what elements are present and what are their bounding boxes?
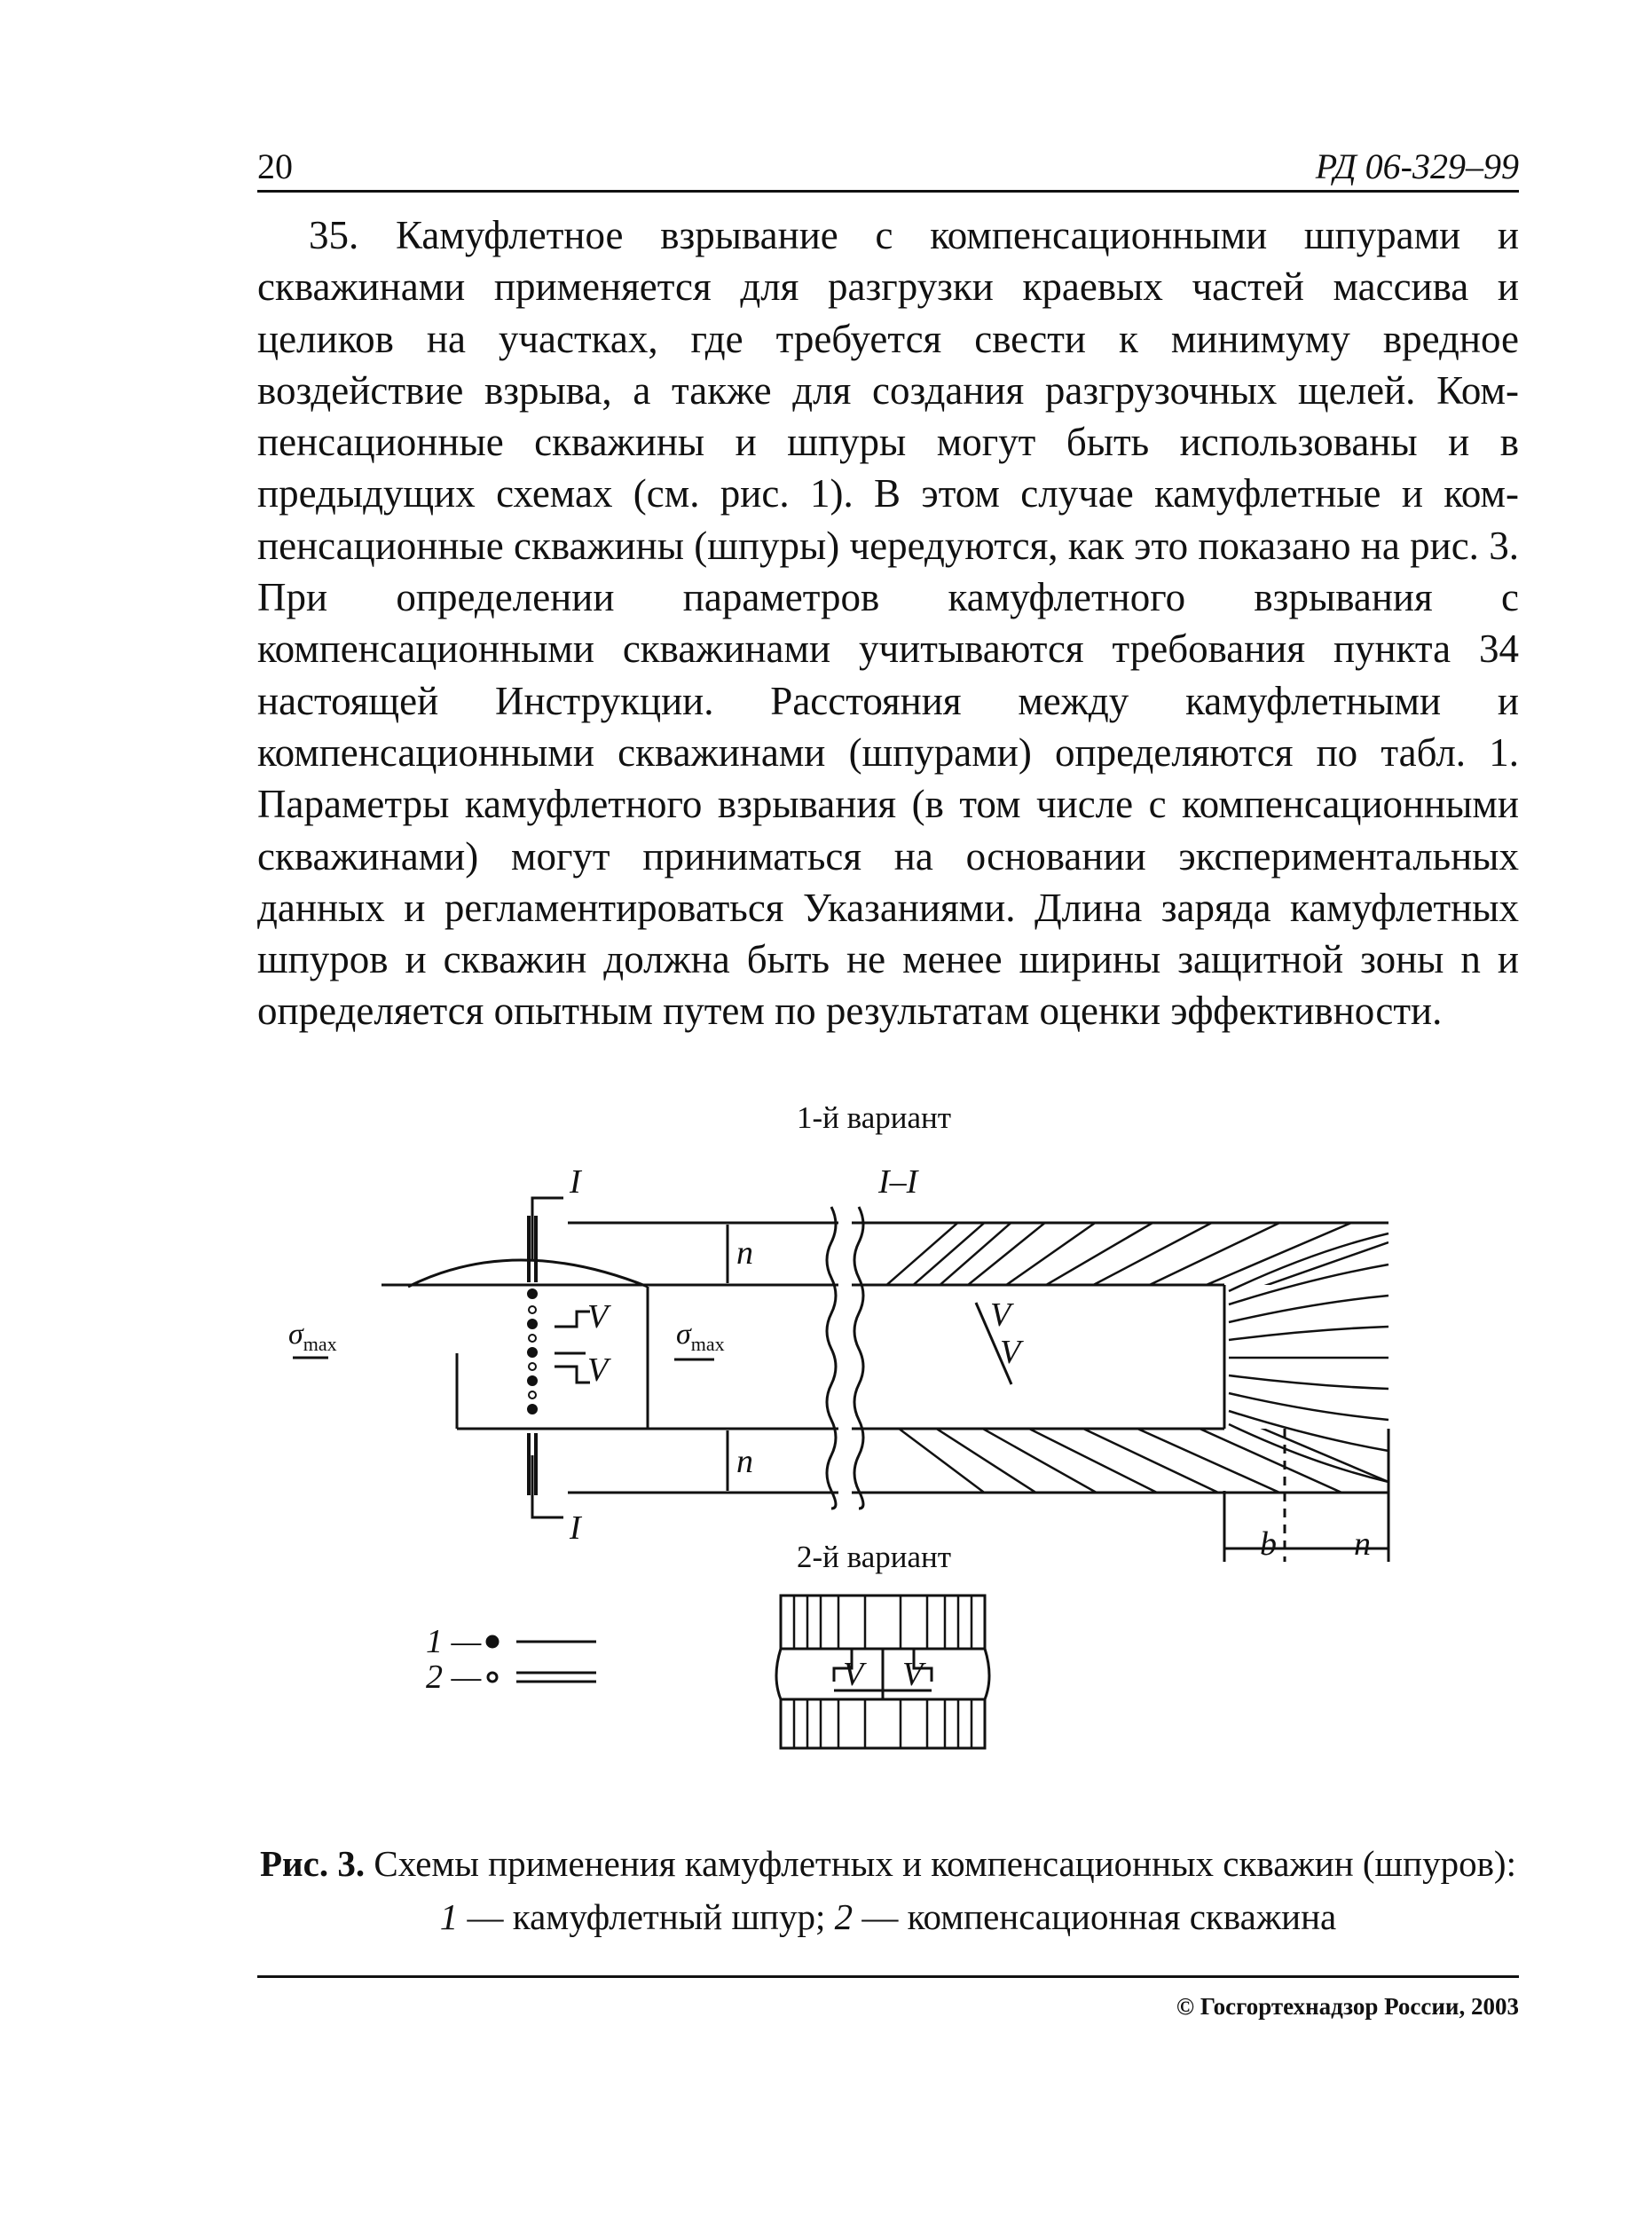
figure-caption [257,1837,1519,1943]
v-label-6: V [902,1656,924,1693]
document-code: РД 06-329–99 [1315,146,1519,186]
page-header [257,140,1519,193]
v-label-1: V [587,1298,609,1336]
caption-item-2-num: 2 [834,1896,854,1937]
n-label-top: n [736,1234,753,1272]
v-label-4: V [1000,1334,1021,1371]
section-label: I–I [878,1163,918,1201]
v-label-2: V [587,1351,609,1389]
caption-item-1-num: 1 [439,1896,459,1937]
n-label-right: n [1354,1525,1371,1563]
sigma-max-right: $\sigma_{max}$ [676,1318,725,1355]
v-label-3: V [990,1296,1011,1334]
variant-1-label: 1-й вариант [797,1100,952,1135]
variant-2-label: 2-й вариант [797,1540,952,1574]
b-label: b [1260,1525,1277,1563]
page-number: 20 [257,146,293,186]
caption-prefix: Рис. 3. [260,1843,366,1884]
copyright: © Госгортехнадзор России, 2003 [1176,1993,1519,2020]
legend-item-2: 2 — [426,1659,482,1696]
figure-3 [288,1100,1402,1739]
section-mark-top: I [570,1163,581,1201]
footer-rule [257,1975,1519,1978]
v-label-5: V [843,1656,864,1693]
legend-item-1: 1 — [426,1623,482,1660]
section-mark-bottom: I [570,1509,581,1547]
caption-text: Схемы применения камуфлетных и компенсационных скважин (шпуров): [365,1843,1516,1884]
caption-item-2-text: — компенсационная скважина [853,1896,1337,1937]
header-rule [257,190,1519,193]
n-label-bottom: n [736,1443,753,1480]
caption-item-1-text: — камуфлетный шпур; [458,1896,835,1937]
body-paragraph: 35. Камуфлетное взрывание с компенсационными шпурами и скважинами применяется для разгрузки краевых частей массива и целиков на участках, где требуется свести к минимуму вредное воздействие взрыва, а также для создания разгрузочных щелей. Компенсационные скважины и шпуры могут быть использованы и в предыдущих схемах (см. рис. 1). В этом случае камуфлетные и компенсационные скважины (шпуры) чередуются, как это показано на рис. 3. При определении параметров камуфлетного взрывания с компенсационными скважинами учитываются требования пункта 34 настоящей Инструкции. Расстояния между камуфлетными и компенсационными скважинами (шпурами) определяются по табл. 1. Параметры камуфлетного взрывания (в том числе с компенсационными скважинами) могут приниматься на основании экспериментальных данных и регламентироваться Указаниями. Длина заряда камуфлетных шпуров и скважин должна быть не менее ширины защитной зоны n и определяется опытным путем по результатам оценки эффективности. [257,213,1519,1034]
sigma-max-left: $\sigma_{max}$ [288,1318,337,1355]
